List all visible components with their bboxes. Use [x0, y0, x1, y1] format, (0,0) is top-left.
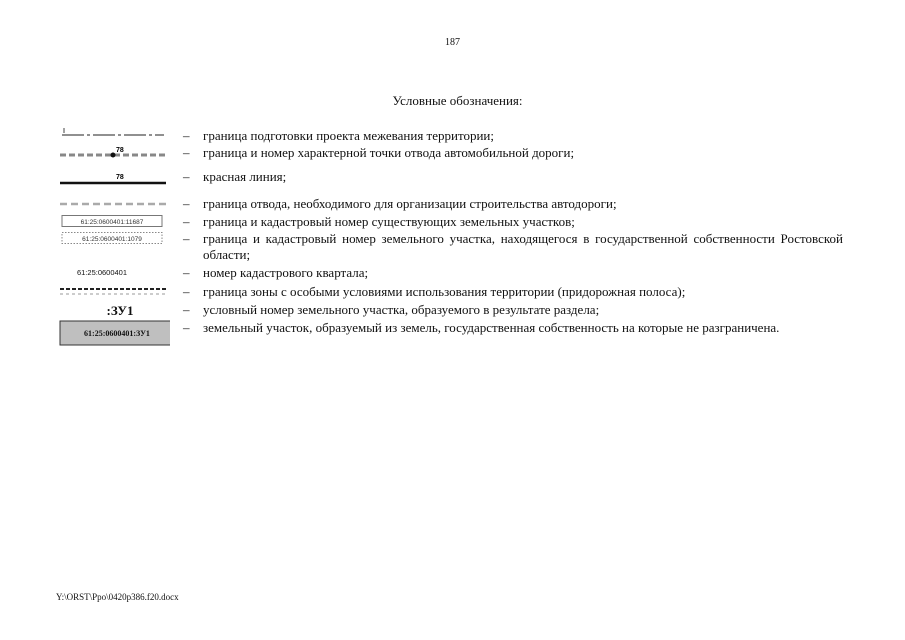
red-line-number: 78 — [116, 174, 124, 181]
dash: – — [183, 145, 190, 160]
dash: – — [183, 231, 190, 246]
legend-desc: красная линия; — [203, 169, 287, 184]
legend-desc: номер кадастрового квартала; — [203, 265, 369, 280]
road-point-symbol — [58, 145, 170, 161]
dash: – — [183, 196, 190, 211]
dash: – — [183, 320, 190, 335]
state-parcel-symbol — [58, 231, 170, 247]
legend-desc: земельный участок, образуемый из земель, государственная собственность на которые не разграничена. — [203, 320, 780, 335]
legend-desc: граница подготовки проекта межевания территории; — [203, 128, 494, 143]
state-parcel-number: 61:25:0600401:1079 — [82, 236, 142, 243]
cadastral-quarter-number: 61:25:0600401 — [76, 268, 128, 277]
legend-desc: граница зоны с особыми условиями использования территории (придорожная полоса); — [203, 284, 686, 299]
dash: – — [183, 128, 190, 143]
conditional-number: :ЗУ1 — [106, 303, 134, 318]
legend-desc: условный номер земельного участка, образуемого в результате раздела; — [203, 302, 600, 317]
construction-allotment-symbol — [58, 196, 170, 212]
existing-parcel-number: 61:25:0600401:11687 — [80, 219, 144, 226]
dash: – — [183, 214, 190, 229]
legend-desc: граница отвода, необходимого для организации строительства автодороги; — [203, 196, 617, 211]
legend-desc: граница и кадастровый номер существующих земельных участков; — [203, 214, 575, 229]
point-number: 78 — [116, 147, 124, 154]
legend-desc: граница и номер характерной точки отвода автомобильной дороги; — [203, 145, 575, 160]
conditional-number-symbol — [58, 302, 170, 320]
legend-desc: граница и кадастровый номер земельного участка, находящегося в государственной собственности Ростовской области; — [203, 231, 843, 262]
cadastral-quarter-symbol — [58, 265, 170, 281]
dash: – — [183, 265, 190, 280]
legend-title: Условные обозначения: — [392, 93, 523, 108]
dash: – — [183, 169, 190, 184]
formed-parcel-symbol — [58, 320, 170, 348]
page-number: 187 — [445, 37, 460, 48]
project-boundary-symbol — [58, 128, 170, 144]
file-path-footer: Y:\ORST\Ppo\0420p386.f20.docx — [56, 592, 179, 602]
formed-parcel-number: 61:25:0600401:ЗУ1 — [84, 329, 150, 338]
dash: – — [183, 284, 190, 299]
dash: – — [183, 302, 190, 317]
existing-parcel-symbol — [58, 214, 170, 230]
roadside-zone-symbol — [58, 284, 170, 300]
red-line-symbol — [58, 169, 170, 187]
